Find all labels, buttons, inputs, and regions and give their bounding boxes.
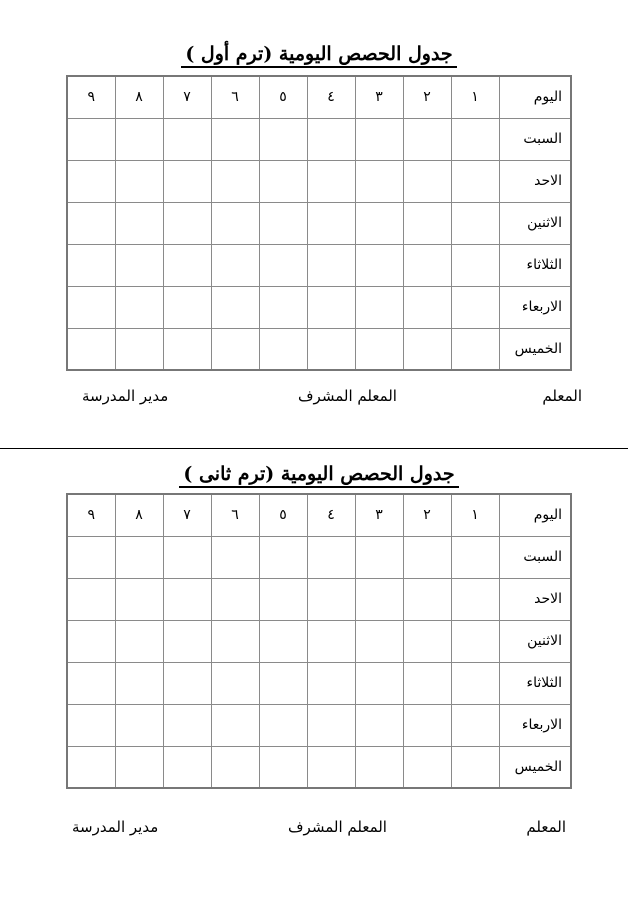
schedule-cell[interactable] [211,244,259,286]
table-row [67,286,571,328]
schedule-cell[interactable] [355,746,403,788]
schedule-cell[interactable] [307,160,355,202]
schedule-cell[interactable] [259,662,307,704]
schedule-cell[interactable] [115,662,163,704]
schedule-cell[interactable] [451,202,499,244]
header-row [67,76,571,118]
schedule-cell[interactable] [259,578,307,620]
schedule-cell[interactable] [403,746,451,788]
schedule-cell[interactable] [355,704,403,746]
schedule-cell[interactable] [307,746,355,788]
schedule-cell[interactable] [67,244,115,286]
period-number: ٣ [355,494,403,536]
schedule-cell[interactable] [211,160,259,202]
corner-cell: اليوم [499,76,571,118]
day-label: الاثنين [499,202,571,244]
schedule-cell[interactable] [67,662,115,704]
schedule-cell[interactable] [307,202,355,244]
schedule-cell[interactable] [259,746,307,788]
schedule-cell[interactable] [355,536,403,578]
period-number: ١ [451,494,499,536]
schedule-cell[interactable] [211,620,259,662]
schedule-title-text: جدول الحصص اليومية (ترم ثانى ) [179,463,458,488]
schedule-cell[interactable] [451,536,499,578]
schedule-cell[interactable] [211,536,259,578]
schedule-cell[interactable] [115,118,163,160]
schedule-cell[interactable] [355,620,403,662]
schedule-cell[interactable] [451,620,499,662]
schedule-title-term-2 [0,462,638,486]
day-label: الاثنين [499,620,571,662]
schedule-cell[interactable] [451,746,499,788]
schedule-cell[interactable] [163,620,211,662]
schedule-cell[interactable] [259,244,307,286]
schedule-cell[interactable] [259,536,307,578]
schedule-cell[interactable] [307,704,355,746]
schedule-cell[interactable] [451,704,499,746]
schedule-cell[interactable] [211,704,259,746]
schedule-cell[interactable] [163,118,211,160]
schedule-cell[interactable] [403,328,451,370]
schedule-cell[interactable] [163,662,211,704]
schedule-cell[interactable] [307,662,355,704]
schedule-table-term-1 [66,75,572,371]
period-number: ٥ [259,76,307,118]
schedule-cell[interactable] [67,536,115,578]
schedule-table-term-2 [66,493,572,789]
schedule-cell[interactable] [403,244,451,286]
schedule-cell[interactable] [67,286,115,328]
schedule-cell[interactable] [163,286,211,328]
schedule-cell[interactable] [211,202,259,244]
table-row [67,746,571,788]
schedule-cell[interactable] [355,202,403,244]
schedule-cell[interactable] [355,118,403,160]
schedule-cell[interactable] [115,620,163,662]
schedule-cell[interactable] [259,620,307,662]
schedule-cell[interactable] [403,704,451,746]
schedule-title-term-1 [0,42,638,66]
corner-cell: اليوم [499,494,571,536]
schedule-cell[interactable] [211,746,259,788]
schedule-cell[interactable] [451,244,499,286]
schedule-cell[interactable] [67,202,115,244]
period-number: ٨ [115,494,163,536]
schedule-cell[interactable] [451,328,499,370]
day-label: الثلاثاء [499,244,571,286]
schedule-cell[interactable] [355,160,403,202]
schedule-cell[interactable] [403,118,451,160]
schedule-cell[interactable] [67,578,115,620]
schedule-cell[interactable] [307,578,355,620]
table-row [67,118,571,160]
schedule-cell[interactable] [451,578,499,620]
signature-supervisor: المعلم المشرف [298,387,397,405]
day-label: الاحد [499,160,571,202]
schedule-cell[interactable] [163,746,211,788]
schedule-cell[interactable] [307,118,355,160]
period-number: ٩ [67,494,115,536]
schedule-cell[interactable] [403,578,451,620]
period-number: ٦ [211,494,259,536]
table-row [67,202,571,244]
schedule-cell[interactable] [163,244,211,286]
schedule-cell[interactable] [403,160,451,202]
period-number: ٣ [355,76,403,118]
schedule-cell[interactable] [211,328,259,370]
signature-principal: مدير المدرسة [82,387,169,405]
table-row [67,244,571,286]
schedule-cell[interactable] [115,536,163,578]
schedule-cell[interactable] [163,578,211,620]
schedule-cell[interactable] [355,244,403,286]
schedule-cell[interactable] [115,160,163,202]
schedule-cell[interactable] [115,704,163,746]
schedule-cell[interactable] [355,286,403,328]
table-row [67,160,571,202]
schedule-cell[interactable] [307,286,355,328]
day-label: السبت [499,536,571,578]
table-row [67,578,571,620]
table-row [67,662,571,704]
day-label: الخميس [499,746,571,788]
table-row [67,620,571,662]
period-number: ٩ [67,76,115,118]
period-number: ٤ [307,494,355,536]
period-number: ٨ [115,76,163,118]
day-label: الاحد [499,578,571,620]
schedule-cell[interactable] [403,620,451,662]
schedule-cell[interactable] [451,118,499,160]
schedule-cell[interactable] [259,202,307,244]
schedule-cell[interactable] [259,160,307,202]
period-number: ٦ [211,76,259,118]
schedule-cell[interactable] [211,286,259,328]
signature-teacher: المعلم [542,387,582,405]
schedule-title-text: جدول الحصص اليومية (ترم أول ) [181,43,456,68]
schedule-cell[interactable] [259,328,307,370]
schedule-cell[interactable] [115,286,163,328]
day-label: السبت [499,118,571,160]
schedule-cell[interactable] [259,286,307,328]
schedule-cell[interactable] [355,662,403,704]
schedule-cell[interactable] [403,286,451,328]
signature-principal: مدير المدرسة [72,818,159,836]
section-divider [0,448,628,449]
schedule-cell[interactable] [307,244,355,286]
schedule-cell[interactable] [451,286,499,328]
day-label: الخميس [499,328,571,370]
schedule-cell[interactable] [115,202,163,244]
schedule-cell[interactable] [211,578,259,620]
schedule-cell[interactable] [211,662,259,704]
schedule-cell[interactable] [163,536,211,578]
schedule-cell[interactable] [403,536,451,578]
schedule-cell[interactable] [163,202,211,244]
schedule-cell[interactable] [67,118,115,160]
period-number: ٢ [403,494,451,536]
schedule-cell[interactable] [163,328,211,370]
period-number: ٤ [307,76,355,118]
schedule-cell[interactable] [355,578,403,620]
schedule-cell[interactable] [451,160,499,202]
schedule-cell[interactable] [307,620,355,662]
schedule-cell[interactable] [211,118,259,160]
schedule-cell[interactable] [403,202,451,244]
schedule-cell[interactable] [355,328,403,370]
signature-supervisor: المعلم المشرف [288,818,387,836]
table-row [67,328,571,370]
period-number: ٧ [163,494,211,536]
period-number: ١ [451,76,499,118]
period-number: ٥ [259,494,307,536]
schedule-cell[interactable] [307,328,355,370]
schedule-cell[interactable] [67,328,115,370]
schedule-cell[interactable] [115,578,163,620]
schedule-cell[interactable] [67,160,115,202]
period-number: ٢ [403,76,451,118]
signature-teacher: المعلم [526,818,566,836]
schedule-cell[interactable] [259,704,307,746]
schedule-cell[interactable] [403,662,451,704]
table-row [67,536,571,578]
schedule-cell[interactable] [115,244,163,286]
schedule-cell[interactable] [67,746,115,788]
schedule-cell[interactable] [67,620,115,662]
schedule-cell[interactable] [163,160,211,202]
schedule-cell[interactable] [163,704,211,746]
header-row [67,494,571,536]
day-label: الثلاثاء [499,662,571,704]
schedule-cell[interactable] [67,704,115,746]
schedule-cell[interactable] [259,118,307,160]
schedule-cell[interactable] [115,746,163,788]
schedule-cell[interactable] [307,536,355,578]
schedule-cell[interactable] [451,662,499,704]
period-number: ٧ [163,76,211,118]
schedule-cell[interactable] [115,328,163,370]
table-row [67,704,571,746]
day-label: الاربعاء [499,286,571,328]
day-label: الاربعاء [499,704,571,746]
